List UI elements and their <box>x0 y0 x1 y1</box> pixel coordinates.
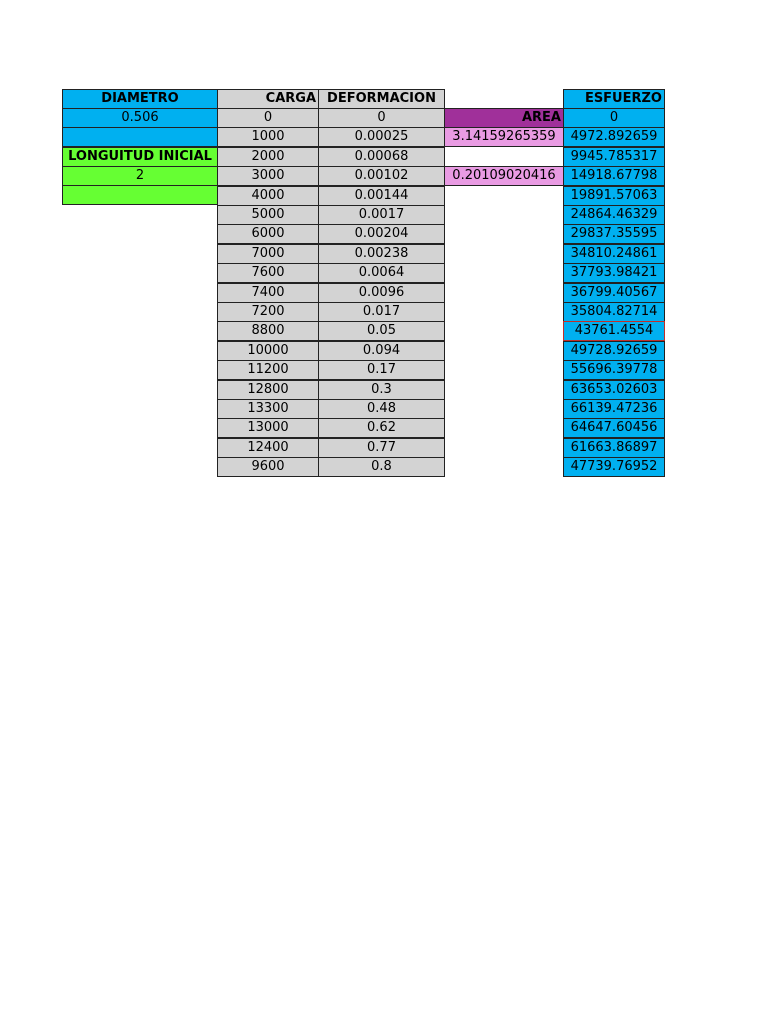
carga-cell[interactable]: 7000 <box>217 244 319 264</box>
carga-cell[interactable]: 1000 <box>217 127 319 147</box>
deformacion-cell[interactable]: 0.8 <box>318 457 445 477</box>
deformacion-cell[interactable]: 0.3 <box>318 380 445 400</box>
deformacion-cell[interactable]: 0.05 <box>318 321 445 341</box>
carga-cell[interactable]: 7400 <box>217 283 319 303</box>
carga-cell[interactable]: 12800 <box>217 380 319 400</box>
deformacion-cell[interactable]: 0.17 <box>318 360 445 380</box>
carga-cell[interactable]: 0 <box>217 108 319 128</box>
carga-cell[interactable]: 6000 <box>217 224 319 244</box>
empty-blue-cell[interactable] <box>62 127 218 147</box>
carga-header[interactable]: CARGA <box>217 89 319 109</box>
esfuerzo-cell[interactable]: 55696.39778 <box>563 360 665 380</box>
esfuerzo-cell[interactable]: 49728.92659 <box>563 341 665 361</box>
carga-cell[interactable]: 3000 <box>217 166 319 186</box>
deformacion-cell[interactable]: 0.017 <box>318 302 445 322</box>
deformacion-cell[interactable]: 0.0017 <box>318 205 445 225</box>
esfuerzo-cell[interactable]: 19891.57063 <box>563 186 665 206</box>
deformacion-cell[interactable]: 0.00238 <box>318 244 445 264</box>
esfuerzo-cell[interactable]: 9945.785317 <box>563 147 665 167</box>
carga-cell[interactable]: 11200 <box>217 360 319 380</box>
deformacion-cell[interactable]: 0.62 <box>318 418 445 438</box>
deformacion-cell[interactable]: 0.00204 <box>318 224 445 244</box>
deformacion-cell[interactable]: 0.77 <box>318 438 445 458</box>
esfuerzo-cell[interactable]: 61663.86897 <box>563 438 665 458</box>
deformacion-cell[interactable]: 0.00102 <box>318 166 445 186</box>
longitud-value-cell[interactable]: 2 <box>62 166 218 186</box>
carga-cell[interactable]: 8800 <box>217 321 319 341</box>
carga-cell[interactable]: 9600 <box>217 457 319 477</box>
carga-cell[interactable]: 5000 <box>217 205 319 225</box>
esfuerzo-cell[interactable]: 24864.46329 <box>563 205 665 225</box>
diametro-value-cell[interactable]: 0.506 <box>62 108 218 128</box>
esfuerzo-cell[interactable]: 34810.24861 <box>563 244 665 264</box>
area-label[interactable]: AREA <box>444 108 564 128</box>
esfuerzo-cell[interactable]: 0 <box>563 108 665 128</box>
esfuerzo-cell[interactable]: 63653.02603 <box>563 380 665 400</box>
esfuerzo-cell[interactable]: 47739.76952 <box>563 457 665 477</box>
deformacion-cell[interactable]: 0.0064 <box>318 263 445 283</box>
deformacion-cell[interactable]: 0.00144 <box>318 186 445 206</box>
esfuerzo-cell[interactable]: 29837.35595 <box>563 224 665 244</box>
area-value-cell[interactable]: 0.20109020416 <box>444 166 564 186</box>
carga-cell[interactable]: 4000 <box>217 186 319 206</box>
carga-cell[interactable]: 7200 <box>217 302 319 322</box>
esfuerzo-header[interactable]: ESFUERZO <box>563 89 665 109</box>
deformacion-cell[interactable]: 0.094 <box>318 341 445 361</box>
deformacion-cell[interactable]: 0.0096 <box>318 283 445 303</box>
carga-cell[interactable]: 2000 <box>217 147 319 167</box>
deformacion-cell[interactable]: 0.00068 <box>318 147 445 167</box>
pi-value-cell[interactable]: 3.14159265359 <box>444 127 564 147</box>
carga-cell[interactable]: 10000 <box>217 341 319 361</box>
carga-cell[interactable]: 12400 <box>217 438 319 458</box>
deformacion-cell[interactable]: 0 <box>318 108 445 128</box>
carga-cell[interactable]: 7600 <box>217 263 319 283</box>
esfuerzo-cell[interactable]: 4972.892659 <box>563 127 665 147</box>
esfuerzo-cell-selected[interactable]: 43761.4554 <box>563 321 665 341</box>
empty-green-cell[interactable] <box>62 185 218 205</box>
esfuerzo-cell[interactable]: 14918.67798 <box>563 166 665 186</box>
deformacion-header[interactable]: DEFORMACION <box>318 89 445 109</box>
carga-cell[interactable]: 13000 <box>217 418 319 438</box>
deformacion-cell[interactable]: 0.48 <box>318 399 445 419</box>
esfuerzo-cell[interactable]: 35804.82714 <box>563 302 665 322</box>
diametro-label[interactable]: DIAMETRO <box>62 89 218 109</box>
esfuerzo-cell[interactable]: 37793.98421 <box>563 263 665 283</box>
esfuerzo-cell[interactable]: 66139.47236 <box>563 399 665 419</box>
deformacion-cell[interactable]: 0.00025 <box>318 127 445 147</box>
carga-cell[interactable]: 13300 <box>217 399 319 419</box>
esfuerzo-cell[interactable]: 64647.60456 <box>563 418 665 438</box>
esfuerzo-cell[interactable]: 36799.40567 <box>563 283 665 303</box>
longitud-label[interactable]: LONGUITUD INICIAL <box>62 147 218 167</box>
